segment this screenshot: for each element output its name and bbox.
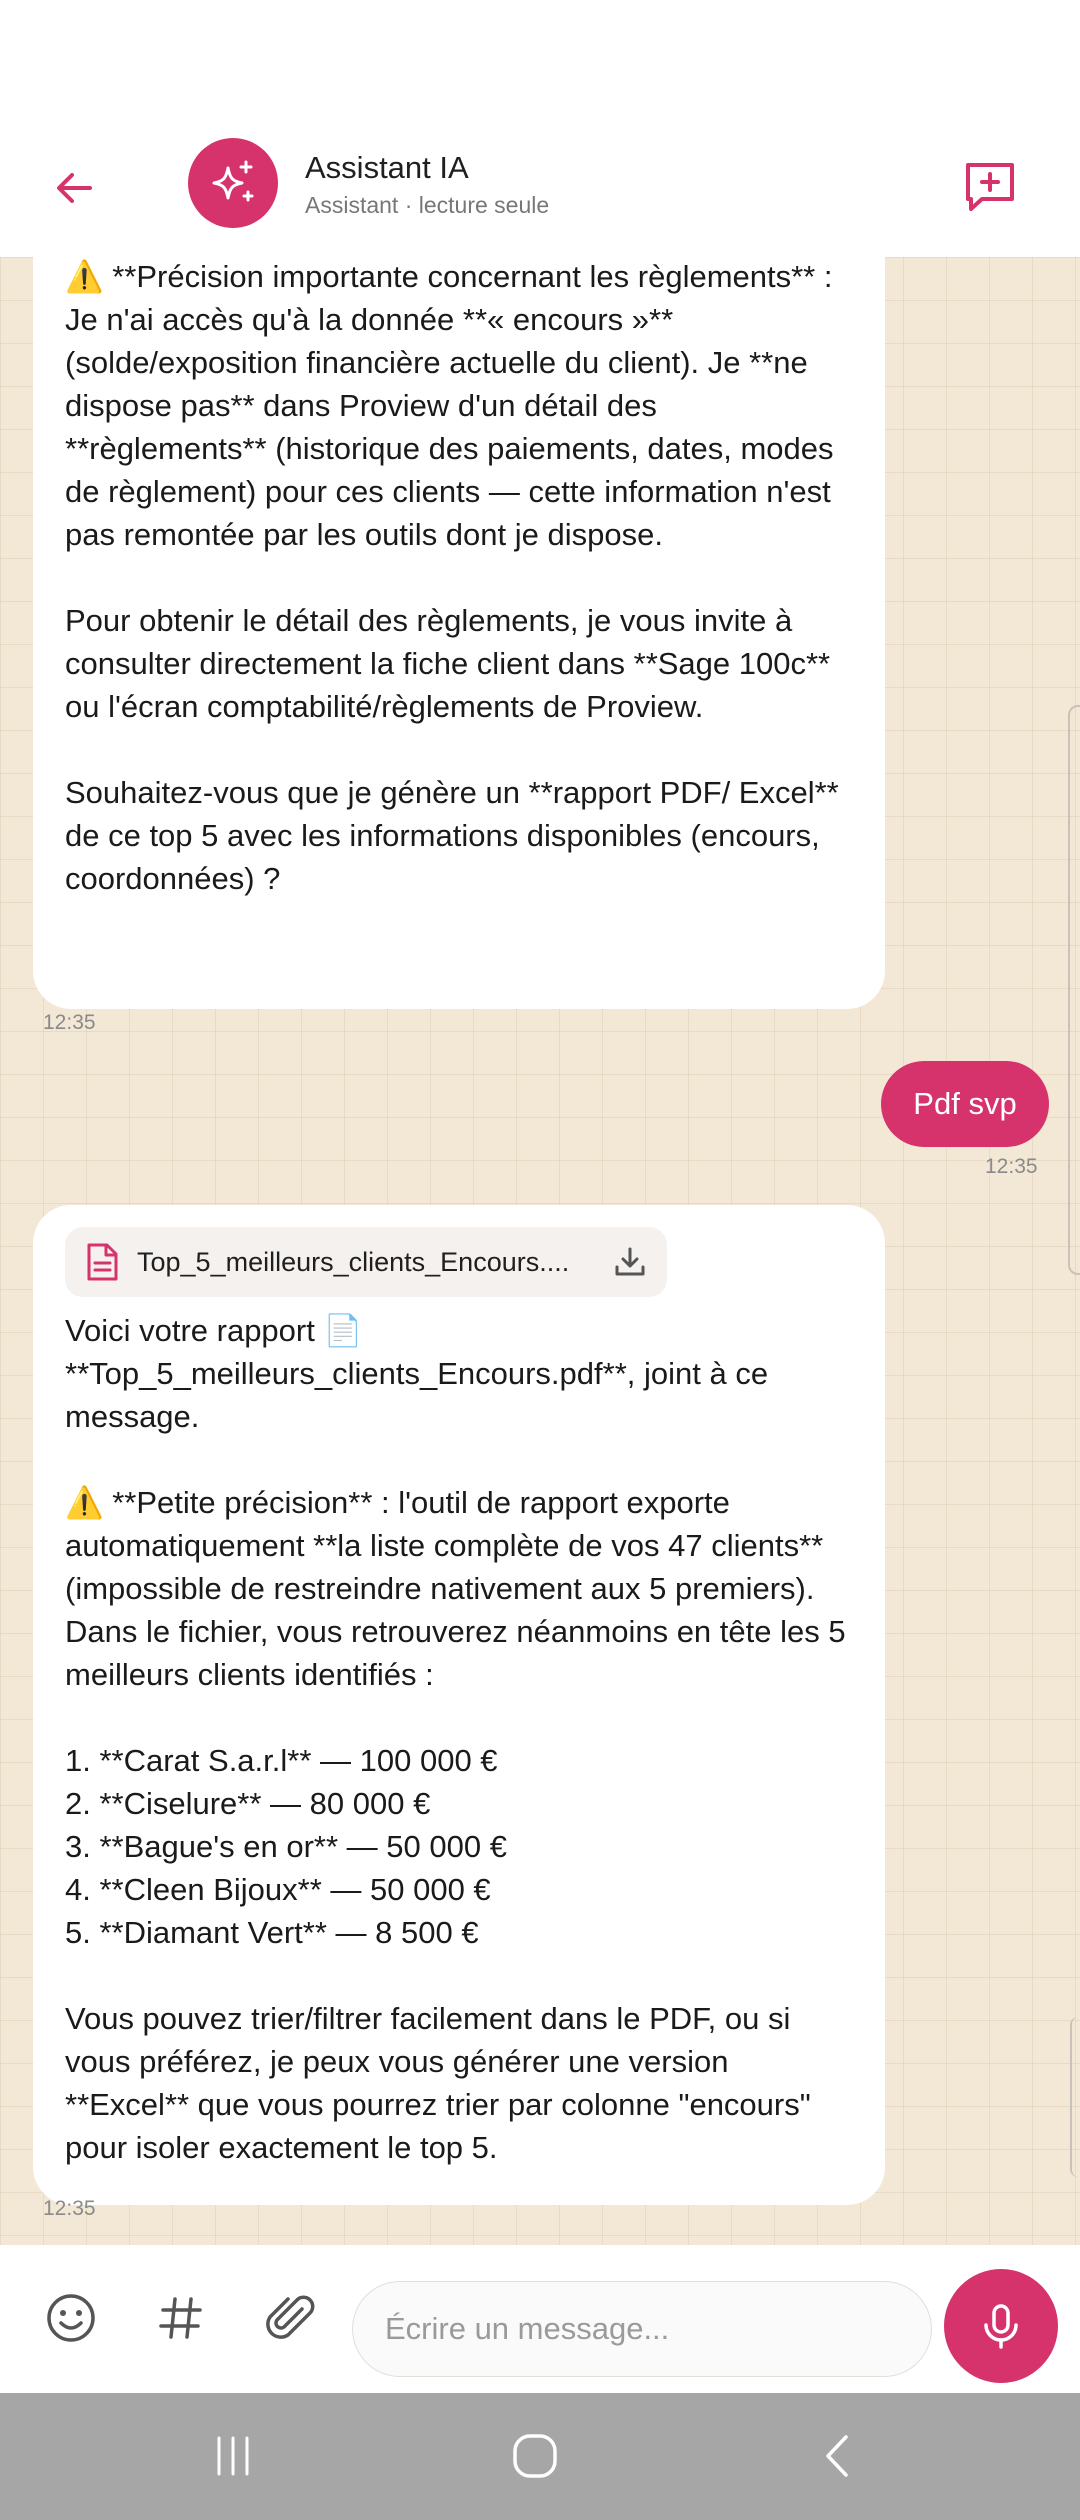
home-button[interactable] (495, 2421, 575, 2491)
chat-subtitle: Assistant · lecture seule (305, 192, 550, 218)
message-list[interactable] (0, 257, 1080, 2245)
download-icon (613, 1245, 647, 1279)
message-timestamp: 12:35 (43, 2197, 96, 2220)
hashtag-button[interactable] (148, 2285, 214, 2351)
assistant-message (33, 257, 885, 1009)
sparkles-icon (206, 156, 260, 210)
assistant-message (33, 1205, 885, 2205)
message-plus-icon (960, 157, 1020, 217)
message-paragraph: 1. **Carat S.a.r.l** — 100 000 € 2. **Ciselure** — 80 000 € 3. **Bague's en or** — 50 000 € 4. **Cleen Bijoux** — 50 000 € 5. **Diamant Vert** — 8 500 € (65, 1743, 507, 1950)
home-icon (510, 2431, 560, 2481)
pdf-file-icon (85, 1242, 119, 1282)
message-input[interactable] (352, 2281, 932, 2377)
system-navigation-bar (0, 2393, 1080, 2520)
recent-apps-icon (210, 2433, 256, 2479)
message-timestamp: 12:35 (985, 1155, 1038, 1178)
chat-header (0, 120, 1080, 258)
scrollbar[interactable] (1068, 705, 1080, 1275)
emoji-icon (44, 2291, 98, 2345)
recent-apps-button[interactable] (193, 2421, 273, 2491)
arrow-left-icon (50, 164, 98, 212)
microphone-icon (975, 2300, 1027, 2352)
back-button[interactable] (42, 156, 106, 220)
message-paragraph: Souhaitez-vous que je génère un **rapport PDF/ Excel** de ce top 5 avec les informations disponibles (encours, coordonnées) ? (65, 775, 839, 896)
user-message: Pdf svp (881, 1061, 1049, 1147)
message-paragraph: Vous pouvez trier/filtrer facilement dans le PDF, ou si vous préférez, je peux vous générer une version **Excel** que vous pourrez trier par colonne "encours" pour isoler exactement le top 5. (65, 2001, 811, 2165)
status-bar (0, 0, 1080, 120)
message-paragraph: ⚠️ **Petite précision** : l'outil de rapport exporte automatiquement **la liste complète de vos 47 clients** (impossible de restreindre nativement aux 5 premiers). Dans le fichier, vous retrouverez néanmoins en tête les 5 meilleurs clients identifiés : (65, 1485, 846, 1692)
hashtag-icon (156, 2293, 206, 2343)
attachment-filename: Top_5_meilleurs_clients_Encours.... (137, 1246, 570, 1277)
download-button[interactable] (613, 1245, 647, 1279)
message-composer (0, 2245, 1080, 2393)
paperclip-icon (264, 2291, 318, 2345)
attach-button[interactable] (258, 2285, 324, 2351)
chat-title: Assistant IA (305, 150, 469, 185)
assistant-avatar[interactable] (188, 138, 278, 228)
message-paragraph: Pour obtenir le détail des règlements, je vous invite à consulter directement la fiche client dans **Sage 100c** ou l'écran comptabilité/règlements de Proview. (65, 603, 831, 724)
message-paragraph: Voici votre rapport 📄 **Top_5_meilleurs_clients_Encours.pdf**, joint à ce message. (65, 1313, 769, 1434)
pdf-attachment[interactable] (65, 1227, 667, 1297)
back-icon (818, 2431, 858, 2481)
voice-record-button[interactable] (944, 2269, 1058, 2383)
new-conversation-button[interactable] (955, 152, 1025, 222)
scrollbar-thumb[interactable] (1070, 2017, 1080, 2177)
nav-back-button[interactable] (798, 2421, 878, 2491)
message-timestamp: 12:35 (43, 1011, 96, 1034)
message-paragraph: ⚠️ **Précision importante concernant les règlements** : Je n'ai accès qu'à la donnée **« encours »** (solde/exposition financière actuelle du client). Je **ne dispose pas** dans Proview d'un détail des **règlements** (historique des paiements, dates, modes de règlement) pour ces clients — cette information n'est pas remontée par les outils dont je dispose. (65, 259, 834, 552)
emoji-button[interactable] (38, 2285, 104, 2351)
